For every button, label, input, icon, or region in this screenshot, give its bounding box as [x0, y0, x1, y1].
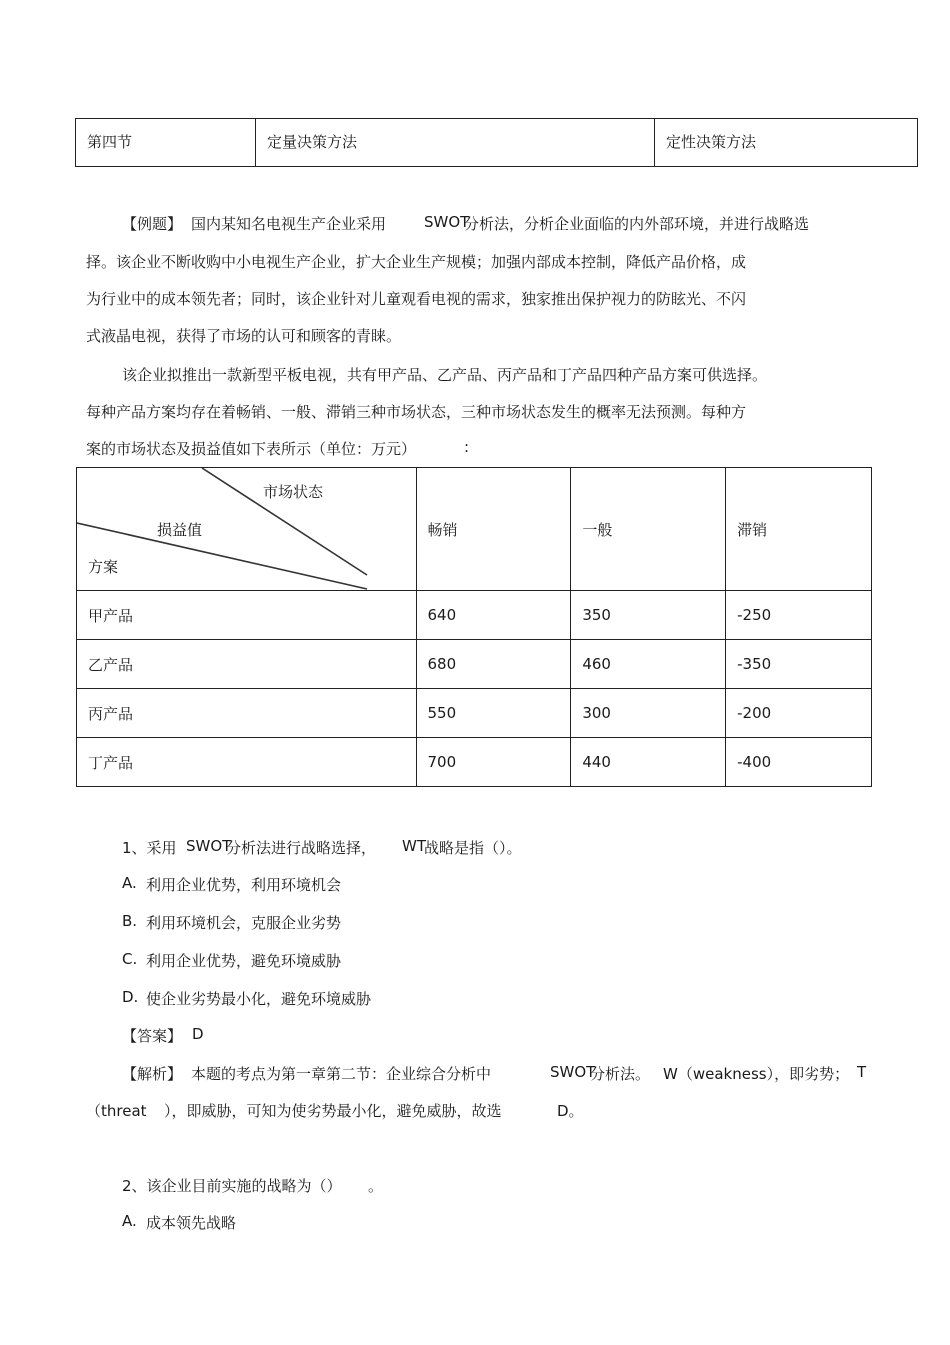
example-text: 式液晶电视，获得了市场的认可和顾客的青睐。 — [86, 327, 402, 345]
question-stem: SWOT — [186, 837, 232, 855]
table-cell: -350 — [726, 640, 872, 689]
diag-profit-value: 损益值 — [157, 521, 203, 539]
table-cell: 640 — [416, 591, 571, 640]
column-header: 滞销 — [726, 468, 872, 591]
option-text: 使企业劣势最小化，避免环境威胁 — [146, 990, 372, 1008]
qualitative-method-cell: 定性决策方法 — [666, 133, 757, 151]
table-header-row — [77, 468, 872, 591]
table-cell: 460 — [571, 640, 726, 689]
diagonal-lines — [77, 468, 417, 590]
analysis-text: 本题的考点为第一章第二节：企业综合分析中 — [191, 1065, 492, 1083]
example-tag: 【例题】 — [122, 215, 183, 233]
table-cell: -250 — [726, 591, 872, 640]
table-cell: -200 — [726, 689, 872, 738]
table-row — [77, 591, 872, 640]
option-text: 利用环境机会，克服企业劣势 — [146, 914, 342, 932]
option-letter: C. — [122, 950, 138, 968]
diag-market-state: 市场状态 — [263, 483, 324, 501]
example-text: 分析法，分析企业面临的内外部环境，并进行战略选 — [464, 215, 810, 233]
question-stem: 分析法进行战略选择， — [226, 839, 377, 857]
analysis-text: （threat — [86, 1102, 147, 1120]
column-header: 畅销 — [416, 468, 571, 591]
table-row — [77, 640, 872, 689]
option-letter: D. — [122, 988, 139, 1006]
row-label: 甲产品 — [77, 591, 417, 640]
option-letter: B. — [122, 912, 138, 930]
analysis-tag: 【解析】 — [122, 1065, 183, 1083]
table-cell: 440 — [571, 738, 726, 787]
example-text: : — [464, 438, 470, 456]
analysis-text: ），即威胁，可知为使劣势最小化，避免威胁，故选 — [164, 1102, 502, 1120]
example-text: 该企业拟推出一款新型平板电视，共有甲产品、乙产品、丙产品和丁产品四种产品方案可供选择。 — [122, 366, 768, 384]
table-cell: 300 — [571, 689, 726, 738]
table-cell: 680 — [416, 640, 571, 689]
question-stem: 2、该企业目前实施的战略为（） — [122, 1177, 342, 1195]
question-stem: 战略是指（）。 — [424, 839, 522, 857]
example-text: SWOT — [424, 213, 470, 231]
payoff-table — [76, 467, 872, 787]
row-label: 丁产品 — [77, 738, 417, 787]
example-text: 择。该企业不断收购中小电视生产企业，扩大企业生产规模；加强内部成本控制，降低产品价格，成 — [86, 253, 747, 271]
question-stem: WT — [402, 837, 426, 855]
analysis-text: D。 — [557, 1102, 584, 1120]
example-text: 每种产品方案均存在着畅销、一般、滞销三种市场状态，三种市场状态发生的概率无法预测。每种方 — [86, 403, 747, 421]
table-row — [77, 738, 872, 787]
table-cell: 350 — [571, 591, 726, 640]
option-letter: A. — [122, 874, 137, 892]
analysis-text: T — [857, 1063, 867, 1081]
option-text: 成本领先战略 — [146, 1214, 237, 1232]
analysis-text: SWOT — [550, 1063, 596, 1081]
quantitative-method-cell: 定量决策方法 — [256, 119, 655, 166]
analysis-text: W（weakness），即劣势； — [663, 1065, 850, 1083]
example-text: 国内某知名电视生产企业采用 — [191, 215, 387, 233]
column-header: 一般 — [571, 468, 726, 591]
section-header-table — [75, 118, 918, 167]
diag-plan: 方案 — [88, 558, 119, 576]
diagonal-header-cell — [77, 468, 417, 591]
answer-value: D — [192, 1025, 204, 1043]
table-cell: 550 — [416, 689, 571, 738]
question-stem: 。 — [368, 1177, 384, 1195]
analysis-text: 分析法。 — [590, 1065, 651, 1083]
section-cell: 第四节 — [76, 119, 256, 166]
table-cell: -400 — [726, 738, 872, 787]
table-cell: 700 — [416, 738, 571, 787]
option-letter: A. — [122, 1212, 137, 1230]
example-text: 案的市场状态及损益值如下表所示（单位：万元） — [86, 440, 417, 458]
option-text: 利用企业优势，利用环境机会 — [146, 876, 342, 894]
question-stem: 1、采用 — [122, 839, 177, 857]
row-label: 丙产品 — [77, 689, 417, 738]
option-text: 利用企业优势，避免环境威胁 — [146, 952, 342, 970]
row-label: 乙产品 — [77, 640, 417, 689]
answer-tag: 【答案】 — [122, 1027, 183, 1045]
example-text: 为行业中的成本领先者；同时，该企业针对儿童观看电视的需求，独家推出保护视力的防眩光、不闪 — [86, 290, 747, 308]
table-row — [77, 689, 872, 738]
